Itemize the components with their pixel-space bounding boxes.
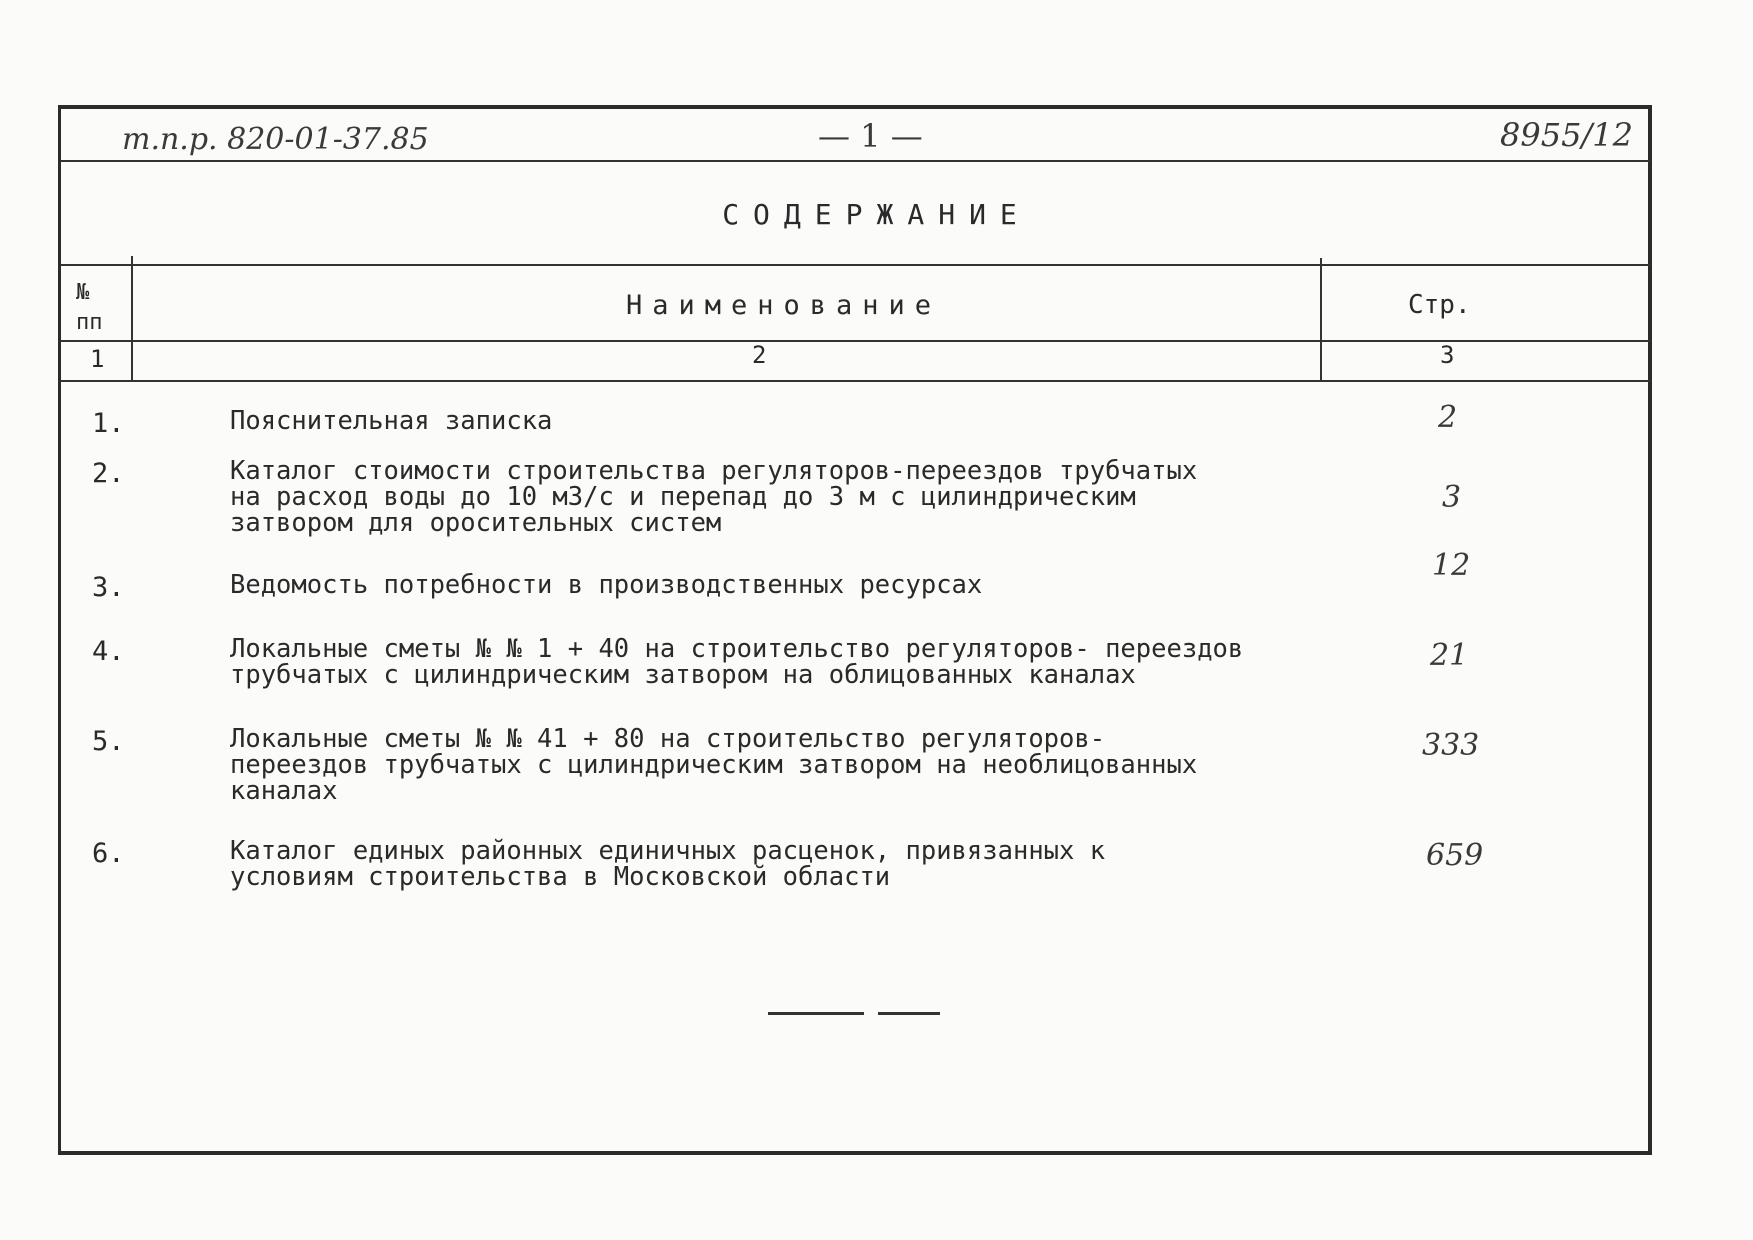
entry-page: 2	[1438, 400, 1458, 435]
end-dash-right	[878, 1012, 940, 1015]
entry-number: 6.	[92, 838, 125, 869]
header-num-line1: №	[76, 280, 90, 305]
table-colnum-line	[60, 380, 1650, 382]
doc-code: т.п.р. 820-01-37.85	[122, 122, 429, 157]
entry-number: 5.	[92, 726, 125, 757]
entry-line: Каталог единых районных единичных расценок, привязанных к	[230, 836, 1106, 866]
entry-line: затвором для оросительных систем	[230, 508, 722, 538]
entry-line: на расход воды до 10 м3/с и перепад до 3 м с цилиндрическим	[230, 482, 1136, 512]
entry-line: трубчатых с цилиндрическим затвором на облицованных каналах	[230, 660, 1136, 690]
entry-line: Каталог стоимости строительства регуляторов-переездов трубчатых	[230, 456, 1198, 486]
entry-line: Пояснительная записка	[230, 406, 553, 436]
page-frame	[58, 105, 1652, 1155]
entry-number: 2.	[92, 458, 125, 489]
end-dash-left	[768, 1012, 864, 1015]
colnum-3: 3	[1440, 341, 1455, 369]
header-num-line2: пп	[76, 310, 103, 335]
entry-text	[230, 458, 1197, 536]
entry-line: условиям строительства в Московской области	[230, 862, 891, 892]
entry-page: 3	[1442, 480, 1462, 515]
entry-text	[230, 726, 1197, 804]
entry-page: 12	[1432, 548, 1471, 583]
entry-number: 3.	[92, 572, 125, 603]
entry-line: переездов трубчатых с цилиндрическим затвором на необлицованных	[230, 750, 1198, 780]
entry-text	[230, 572, 982, 598]
col-divider-1	[131, 256, 133, 380]
entry-line: Локальные сметы № № 1 + 40 на строительство регуляторов- переездов	[230, 634, 1244, 664]
entry-number: 4.	[92, 636, 125, 667]
entry-line: Локальные сметы № № 41 + 80 на строительство регуляторов-	[230, 724, 1106, 754]
entry-text	[230, 636, 1243, 688]
entry-text	[230, 838, 1105, 890]
colnum-2: 2	[752, 341, 767, 369]
table-header-line	[60, 340, 1650, 342]
page-marker: — 1 —	[818, 117, 923, 155]
archive-number: 8955/12	[1500, 116, 1633, 154]
entry-text	[230, 408, 552, 434]
table-top-line	[60, 264, 1650, 266]
entry-line: каналах	[230, 776, 338, 806]
entry-page: 333	[1422, 728, 1480, 763]
header-name: Наименование	[626, 290, 942, 321]
colnum-1: 1	[90, 345, 105, 373]
col-divider-2	[1320, 258, 1322, 380]
entry-number: 1.	[92, 408, 125, 439]
header-page: Стр.	[1408, 290, 1471, 320]
entry-page: 659	[1426, 838, 1484, 873]
header-divider	[60, 160, 1650, 162]
entry-page: 21	[1430, 638, 1469, 673]
entry-line: Ведомость потребности в производственных ресурсах	[230, 570, 983, 600]
page-title: СОДЕРЖАНИЕ	[722, 198, 1031, 231]
